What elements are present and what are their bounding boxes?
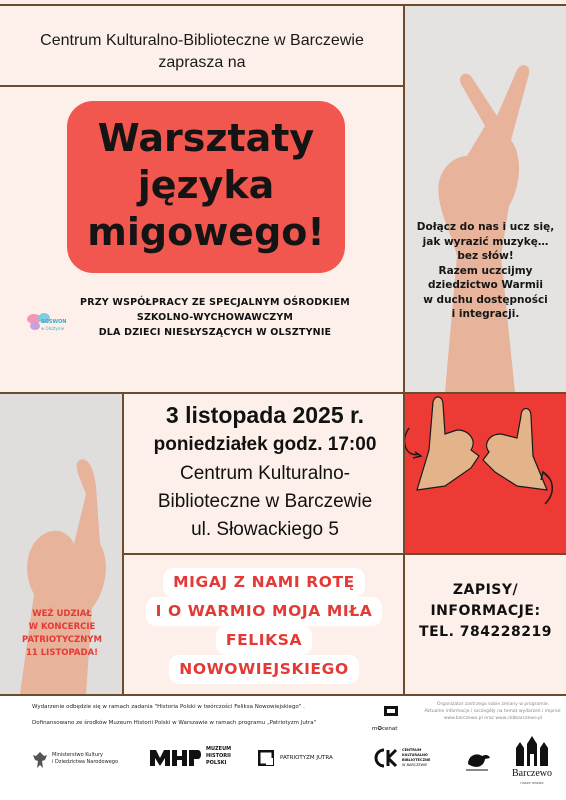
title-box: [67, 101, 345, 273]
barczewo-logo-sub: nasze miasto: [520, 781, 544, 785]
song-line-3: FELIKSA: [216, 626, 312, 655]
mhp-mark-icon: [150, 746, 202, 768]
mhp-logo: [150, 744, 240, 772]
ckb-logo-line-4: W BARCZEWIE: [402, 763, 428, 767]
title-line-2: języka: [137, 163, 275, 207]
footer-task: Wydarzenie odbędzie się w ramach zadania "Historia Polski w twórczości Feliksa Nowowiejskiego" .: [32, 704, 305, 710]
title: [67, 101, 345, 256]
barczewo-logo: [504, 734, 560, 796]
hand-image: [405, 6, 566, 392]
patriotyzm-logo-text: PATRIOTYZM JUTRA: [280, 755, 333, 761]
soswon-logo-name: SOSWON: [41, 319, 67, 325]
ckb-mark-icon: [372, 748, 398, 768]
event-address: ul. Słowackiego 5: [191, 519, 339, 540]
cooperation-line-2: SZKOLNO-WYCHOWAWCZYM: [136, 312, 294, 323]
invite-line-1: Dołącz do nas i ucz się,: [416, 221, 555, 233]
invite-line-5: dziedzictwo Warmii: [428, 279, 543, 291]
red-panel: [405, 394, 566, 553]
invite-text-block: [405, 220, 566, 322]
concert-note-line-4: 11 LISTOPADA!: [25, 648, 99, 658]
organizer-note-2: Aktualne informacje i szczegóły na temat wydarzeń i imprez:: [424, 709, 562, 714]
ckb-logo: [372, 746, 442, 774]
invite-line-3: bez słów!: [457, 250, 514, 262]
ministry-logo: [32, 748, 132, 772]
invite-text: zaprasza na: [158, 54, 246, 71]
invite-line-4: Razem uczcijmy: [438, 264, 533, 277]
organizer-name: Centrum Kulturalno-Biblioteczne w Barczewie: [40, 32, 364, 49]
soswon-logo-sub: w Olsztynie: [41, 326, 65, 331]
event-details: [124, 400, 406, 544]
organizer-note-3: www.barczewo.pl oraz www.ckbbarczewo.pl: [443, 716, 543, 721]
photo-hand-sign-left: [0, 394, 122, 694]
divider-lower: [122, 553, 566, 555]
bird-logo: [462, 746, 492, 774]
signup-line-2: INFORMACJE:: [430, 603, 541, 619]
divider-upper-header: [0, 85, 404, 87]
cooperation-line-3: DLA DZIECI NIESŁYSZĄCYCH W OLSZTYNIE: [98, 327, 332, 338]
event-day-time: poniedziałek godz. 17:00: [153, 434, 377, 455]
invite-line-6: w duchu dostępności: [423, 293, 548, 306]
eagle-icon: [32, 750, 48, 770]
ckb-logo-line-3: BIBLIOTECZNE: [402, 758, 431, 762]
event-date: 3 listopada 2025 r.: [165, 402, 365, 428]
concert-note-line-2: W KONCERCIE: [28, 622, 96, 632]
header: [0, 30, 404, 74]
invite-line-7: i integracji.: [451, 308, 520, 320]
ckb-logo-line-1: CENTRUM: [402, 748, 422, 752]
song-section: [124, 568, 404, 684]
song-line-2: I O WARMIO MOJA MIŁA: [146, 597, 383, 626]
mhp-logo-line-2: HISTORII: [206, 753, 231, 759]
signup-phone: TEL. 784228219: [419, 624, 552, 640]
song-line-1: MIGAJ Z NAMI ROTĘ: [163, 568, 365, 597]
patriotyzm-logo: [258, 750, 348, 770]
cooperation-text: [52, 295, 378, 340]
signup-line-1: ZAPISY/: [452, 582, 519, 598]
mecenat-logo: [372, 704, 412, 742]
mhp-logo-line-1: MUZEUM: [206, 746, 232, 752]
footer-funding: Dofinansowano ze środków Muzeum Historii Polski w Warszawie w ramach programu „Patriotyzm Jutra": [32, 720, 317, 726]
bird-icon: [462, 746, 492, 774]
music-note-icon: [382, 704, 400, 718]
concert-note-line-3: PATRIOTYCZNYM: [22, 635, 102, 645]
mhp-logo-line-3: POLSKI: [206, 760, 227, 766]
ministry-logo-line-1: Ministerstwo Kultury: [52, 752, 103, 758]
barczewo-logo-text: Barczewo: [512, 768, 552, 779]
signup-section: [405, 580, 566, 643]
organizer-note: [420, 701, 566, 722]
cooperation-line-1: PRZY WSPÓŁPRACY ZE SPECJALNYM OŚRODKIEM: [80, 297, 350, 308]
ministry-logo-line-2: i Dziedzictwa Narodowego: [52, 759, 118, 765]
photo-hand-sign-top: [405, 6, 566, 392]
sign-hands-illustration: [405, 394, 566, 553]
patriotyzm-mark-icon: [258, 750, 274, 766]
concert-note-line-1: WEŹ UDZIAŁ: [32, 609, 92, 619]
ckb-logo-line-2: KULTURALNO: [402, 753, 428, 757]
mecenat-logo-text: m✪cenat: [372, 726, 398, 732]
invite-line-2: jak wyrazić muzykę…: [422, 235, 549, 248]
footer: [0, 696, 566, 800]
organizer-note-1: Organizator zastrzega sobie zmiany w programie.: [436, 702, 550, 707]
song-line-4: NOWOWIEJSKIEGO: [169, 655, 358, 684]
concert-note: [8, 608, 116, 660]
title-line-3: migowego!: [87, 210, 325, 254]
event-place-1: Centrum Kulturalno-: [179, 463, 351, 484]
title-line-1: Warsztaty: [97, 116, 315, 160]
town-towers-icon: [512, 734, 552, 766]
event-place-2: Biblioteczne w Barczewie: [157, 491, 373, 512]
